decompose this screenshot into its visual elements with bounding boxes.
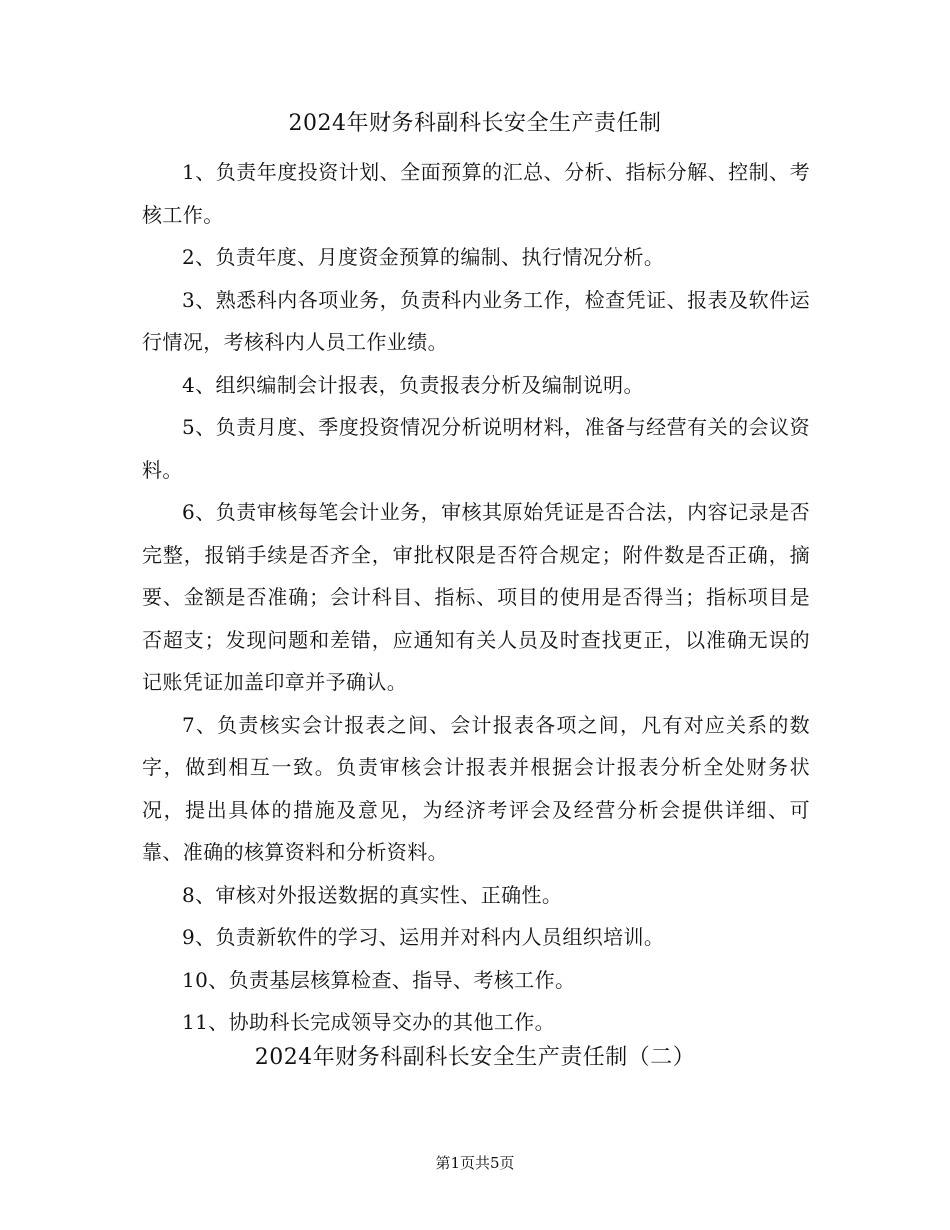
paragraph-3: 3、熟悉科内各项业务，负责科内业务工作，检查凭证、报表及软件运行情况，考核科内人员工作业绩。 [142, 287, 810, 354]
paragraph-5: 5、负责月度、季度投资情况分析说明材料，准备与经营有关的会议资料。 [142, 415, 810, 482]
paragraph-11: 11、协助科长完成领导交办的其他工作。 [182, 1010, 556, 1034]
document-body [142, 151, 810, 1044]
paragraph-7: 7、负责核实会计报表之间、会计报表各项之间，凡有对应关系的数字，做到相互一致。负责审核会计报表并根据会计报表分析全处财务状况，提出具体的措施及意见，为经济考评会及经营分析会提供详细、可靠、准确的核算资料和分析资料。 [142, 712, 810, 864]
next-section-title: 2024年财务科副科长安全生产责任制（二） [254, 1045, 696, 1070]
paragraph-8: 8、审核对外报送数据的真实性、正确性。 [182, 882, 563, 907]
document-title: 2024年财务科副科长安全生产责任制 [288, 111, 662, 136]
page-number: 第1页共5页 [435, 1154, 515, 1172]
paragraph-4: 4、组织编制会计报表，负责报表分析及编制说明。 [182, 372, 644, 397]
paragraph-2: 2、负责年度、月度资金预算的编制、执行情况分析。 [182, 245, 665, 269]
paragraph-9: 9、负责新软件的学习、运用并对科内人员组织培训。 [182, 925, 665, 949]
paragraph-1: 1、负责年度投资计划、全面预算的汇总、分析、指标分解、控制、考核工作。 [142, 160, 810, 227]
paragraph-10: 10、负责基层核算检查、指导、考核工作。 [182, 967, 576, 992]
paragraph-6: 6、负责审核每笔会计业务，审核其原始凭证是否合法，内容记录是否完整，报销手续是否齐全，审批权限是否符合规定；附件数是否正确，摘要、金额是否准确；会计科目、指标、项目的使用是否得当；指标项目是否超支；发现问题和差错，应通知有关人员及时查找更正，以准确无误的记账凭证加盖印章并予确认。 [142, 500, 810, 694]
